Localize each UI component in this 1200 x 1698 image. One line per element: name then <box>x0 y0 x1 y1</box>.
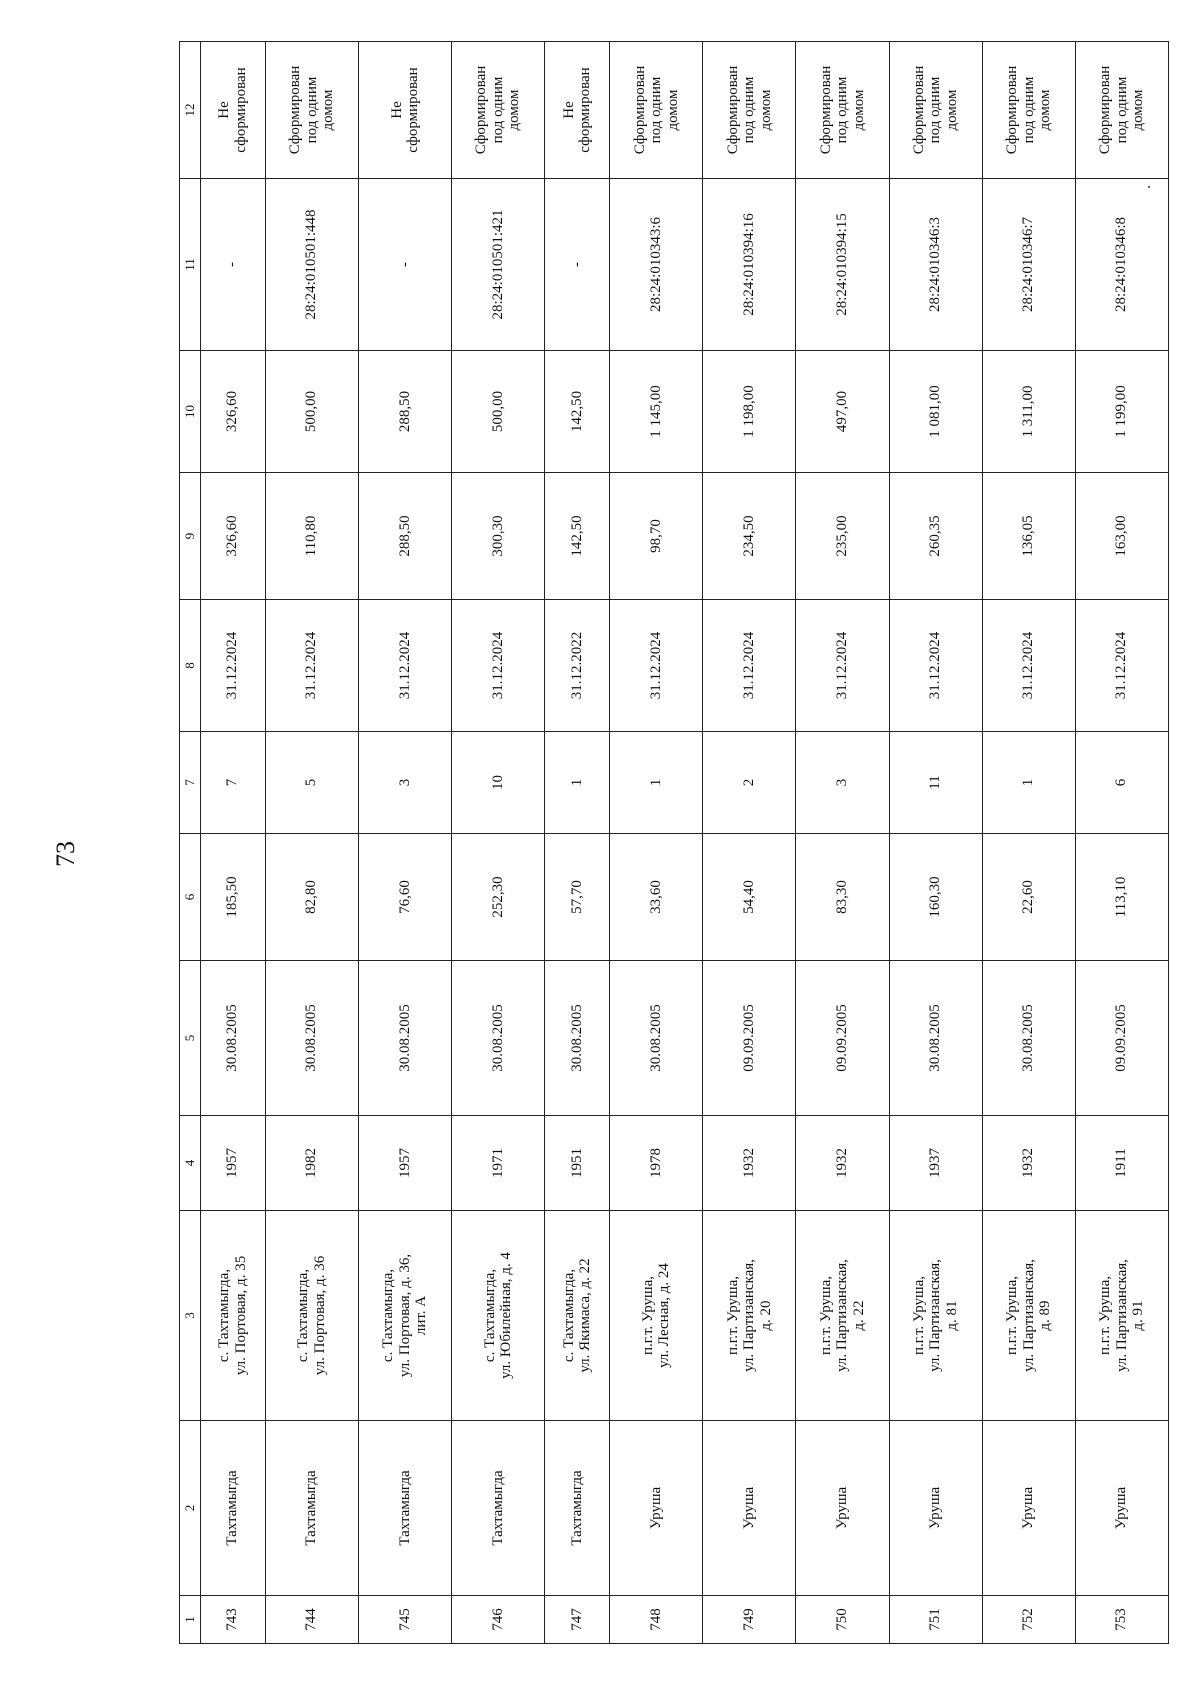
residents-count-cell: 11 <box>889 732 982 834</box>
settlement-cell: Уруша <box>982 1421 1075 1596</box>
cadastral-number-cell: 28:24:010346:8 <box>1075 179 1168 351</box>
land-status-cell-line: под одним <box>834 76 851 144</box>
date-cell: 30.08.2005 <box>610 961 703 1116</box>
column-header-7: 7 <box>180 732 201 834</box>
area-cell: 83,30 <box>796 834 889 961</box>
address-cell-line: д. 89 <box>1037 1300 1054 1331</box>
cadastral-number-cell: - <box>545 179 610 351</box>
cadastral-number-cell: 28:24:010346:3 <box>889 179 982 351</box>
address-cell-line: ул. Партизанская, <box>927 1259 944 1372</box>
settlement-cell: Уруша <box>1075 1421 1168 1596</box>
land-area-cell: 1 145,00 <box>610 351 703 473</box>
land-status-cell-line: домом <box>850 89 867 131</box>
address-cell-line: с. Тахтамыгда, <box>216 1268 233 1363</box>
land-status-cell-line: Сформирован <box>473 65 490 155</box>
cadastral-number-cell: 28:24:010394:16 <box>703 179 796 351</box>
table-row <box>610 42 703 1644</box>
area-cell: 22,60 <box>982 834 1075 961</box>
land-status-cell-line: сформирован <box>232 67 249 153</box>
address-cell <box>265 1211 358 1421</box>
land-status-cell-line: Сформирован <box>287 65 304 155</box>
deadline-cell: 31.12.2024 <box>610 600 703 732</box>
column-header-12: 12 <box>180 42 201 179</box>
address-cell <box>452 1211 545 1421</box>
land-status-cell-line: домом <box>1037 89 1054 131</box>
area-cell: 185,50 <box>201 834 266 961</box>
table-row <box>982 42 1075 1644</box>
address-cell-line: п.г.т. Уруша, <box>639 1276 656 1355</box>
address-cell <box>982 1211 1075 1421</box>
residents-count-cell: 6 <box>1075 732 1168 834</box>
cadastral-number-cell: 28:24:010501:421 <box>452 179 545 351</box>
table-row <box>889 42 982 1644</box>
address-cell <box>1075 1211 1168 1421</box>
register-table-wrapper <box>179 42 1169 1644</box>
land-status-cell <box>610 42 703 179</box>
date-cell: 30.08.2005 <box>982 961 1075 1116</box>
date-cell: 30.08.2005 <box>545 961 610 1116</box>
table-row <box>201 42 266 1644</box>
residents-count-cell: 5 <box>265 732 358 834</box>
year-cell: 1932 <box>703 1116 796 1211</box>
year-cell: 1932 <box>796 1116 889 1211</box>
land-status-cell-line: домом <box>757 89 774 131</box>
land-status-cell <box>452 42 545 179</box>
land-status-cell-line: сформирован <box>577 67 594 153</box>
row-number-cell: 743 <box>201 1596 266 1644</box>
address-cell-line: ул. Партизанская, <box>834 1259 851 1372</box>
column-header-3: 3 <box>180 1211 201 1421</box>
address-cell-line: ул. Портовая, д. 36 <box>311 1255 328 1376</box>
row-number-cell: 746 <box>452 1596 545 1644</box>
total-area-cell: 142,50 <box>545 473 610 600</box>
deadline-cell: 31.12.2024 <box>359 600 452 732</box>
land-status-cell <box>1075 42 1168 179</box>
land-status-cell-line: домом <box>1130 89 1147 131</box>
address-cell <box>201 1211 266 1421</box>
land-area-cell: 288,50 <box>359 351 452 473</box>
total-area-cell: 260,35 <box>889 473 982 600</box>
column-header-6: 6 <box>180 834 201 961</box>
land-status-cell-line: Сформирован <box>1004 65 1021 155</box>
land-status-cell-line: домом <box>943 89 960 131</box>
land-status-cell-line: сформирован <box>405 67 422 153</box>
deadline-cell: 31.12.2024 <box>1075 600 1168 732</box>
settlement-cell: Тахтамыгда <box>545 1421 610 1596</box>
column-header-4: 4 <box>180 1116 201 1211</box>
deadline-cell: 31.12.2024 <box>703 600 796 732</box>
year-cell: 1911 <box>1075 1116 1168 1211</box>
year-cell: 1932 <box>982 1116 1075 1211</box>
land-status-cell-line: домом <box>664 89 681 131</box>
total-area-cell: 163,00 <box>1075 473 1168 600</box>
land-status-cell-line: под одним <box>489 76 506 144</box>
area-cell: 113,10 <box>1075 834 1168 961</box>
land-area-cell: 1 311,00 <box>982 351 1075 473</box>
land-status-cell-line: Сформирован <box>1097 65 1114 155</box>
land-status-cell <box>201 42 266 179</box>
row-number-cell: 753 <box>1075 1596 1168 1644</box>
total-area-cell: 234,50 <box>703 473 796 600</box>
table-row <box>265 42 358 1644</box>
deadline-cell: 31.12.2022 <box>545 600 610 732</box>
area-cell: 33,60 <box>610 834 703 961</box>
address-cell <box>545 1211 610 1421</box>
row-number-cell: 748 <box>610 1596 703 1644</box>
total-area-cell: 136,05 <box>982 473 1075 600</box>
cadastral-number-cell: 28:24:010394:15 <box>796 179 889 351</box>
column-header-9: 9 <box>180 473 201 600</box>
total-area-cell: 326,60 <box>201 473 266 600</box>
deadline-cell: 31.12.2024 <box>201 600 266 732</box>
total-area-cell: 98,70 <box>610 473 703 600</box>
area-cell: 57,70 <box>545 834 610 961</box>
total-area-cell: 110,80 <box>265 473 358 600</box>
deadline-cell: 31.12.2024 <box>889 600 982 732</box>
date-cell: 30.08.2005 <box>201 961 266 1116</box>
column-header-1: 1 <box>180 1596 201 1644</box>
table-row <box>796 42 889 1644</box>
land-area-cell: 1 198,00 <box>703 351 796 473</box>
land-status-cell-line: Не <box>216 101 233 119</box>
area-cell: 54,40 <box>703 834 796 961</box>
land-status-cell-line: Сформирован <box>910 65 927 155</box>
area-cell: 76,60 <box>359 834 452 961</box>
row-number-cell: 751 <box>889 1596 982 1644</box>
year-cell: 1971 <box>452 1116 545 1211</box>
address-cell-line: п.г.т. Уруша, <box>1004 1276 1021 1355</box>
deadline-cell: 31.12.2024 <box>452 600 545 732</box>
address-cell-line: д. 91 <box>1130 1300 1147 1331</box>
total-area-cell: 235,00 <box>796 473 889 600</box>
column-header-8: 8 <box>180 600 201 732</box>
residents-count-cell: 3 <box>359 732 452 834</box>
settlement-cell: Уруша <box>796 1421 889 1596</box>
cadastral-number-cell: - <box>201 179 266 351</box>
row-number-cell: 749 <box>703 1596 796 1644</box>
land-status-cell <box>265 42 358 179</box>
date-cell: 09.09.2005 <box>703 961 796 1116</box>
row-number-cell: 744 <box>265 1596 358 1644</box>
land-status-cell <box>545 42 610 179</box>
land-status-cell <box>982 42 1075 179</box>
date-cell: 30.08.2005 <box>265 961 358 1116</box>
address-cell-line: с. Тахтамыгда, <box>481 1268 498 1363</box>
settlement-cell: Тахтамыгда <box>201 1421 266 1596</box>
land-status-cell <box>796 42 889 179</box>
settlement-cell: Уруша <box>610 1421 703 1596</box>
land-status-cell-line: домом <box>506 89 523 131</box>
deadline-cell: 31.12.2024 <box>796 600 889 732</box>
address-cell-line: с. Тахтамыгда, <box>380 1268 397 1363</box>
row-number-cell: 745 <box>359 1596 452 1644</box>
land-status-cell-line: Не <box>560 101 577 119</box>
page-number: 73 <box>51 841 80 867</box>
column-header-10: 10 <box>180 351 201 473</box>
date-cell: 30.08.2005 <box>889 961 982 1116</box>
area-cell: 160,30 <box>889 834 982 961</box>
address-cell-line: ул. Лесная, д. 24 <box>656 1263 673 1368</box>
cadastral-number-cell: 28:24:010501:448 <box>265 179 358 351</box>
date-cell: 09.09.2005 <box>796 961 889 1116</box>
date-cell: 30.08.2005 <box>359 961 452 1116</box>
address-cell-line: ул. Портовая, д. 35 <box>232 1255 249 1376</box>
date-cell: 30.08.2005 <box>452 961 545 1116</box>
address-cell-line: д. 20 <box>757 1300 774 1331</box>
address-cell-line: п.г.т. Уруша, <box>1097 1276 1114 1355</box>
residents-count-cell: 1 <box>610 732 703 834</box>
header-row <box>180 42 201 1644</box>
settlement-cell: Тахтамыгда <box>265 1421 358 1596</box>
settlement-cell: Уруша <box>703 1421 796 1596</box>
cadastral-number-cell: 28:24:010343:6 <box>610 179 703 351</box>
land-area-cell: 500,00 <box>452 351 545 473</box>
cadastral-number-cell: - <box>359 179 452 351</box>
row-number-cell: 747 <box>545 1596 610 1644</box>
residents-count-cell: 10 <box>452 732 545 834</box>
address-cell-line: ул. Партизанская, <box>741 1259 758 1372</box>
address-cell-line: п.г.т. Уруша, <box>724 1276 741 1355</box>
deadline-cell: 31.12.2024 <box>982 600 1075 732</box>
address-cell-line: ул. Портовая, д. 36, <box>396 1253 413 1378</box>
register-table-rotator <box>179 42 1169 1644</box>
land-area-cell: 326,60 <box>201 351 266 473</box>
table-row <box>1075 42 1168 1644</box>
land-status-cell-line: Не <box>388 101 405 119</box>
residents-count-cell: 3 <box>796 732 889 834</box>
table-row <box>703 42 796 1644</box>
address-cell-line: ул. Юбилейная, д. 4 <box>498 1252 515 1379</box>
total-area-cell: 300,30 <box>452 473 545 600</box>
land-status-cell-line: под одним <box>1113 76 1130 144</box>
land-status-cell-line: под одним <box>927 76 944 144</box>
column-header-5: 5 <box>180 961 201 1116</box>
deadline-cell: 31.12.2024 <box>265 600 358 732</box>
column-header-11: 11 <box>180 179 201 351</box>
address-cell-line: ул. Якимаса, д. 22 <box>577 1258 594 1373</box>
address-cell <box>359 1211 452 1421</box>
year-cell: 1937 <box>889 1116 982 1211</box>
address-cell-line: п.г.т. Уруша, <box>910 1276 927 1355</box>
address-cell <box>889 1211 982 1421</box>
table-body <box>201 42 1169 1644</box>
land-area-cell: 1 199,00 <box>1075 351 1168 473</box>
settlement-cell: Тахтамыгда <box>452 1421 545 1596</box>
land-area-cell: 142,50 <box>545 351 610 473</box>
year-cell: 1957 <box>201 1116 266 1211</box>
settlement-cell: Тахтамыгда <box>359 1421 452 1596</box>
land-status-cell-line: под одним <box>303 76 320 144</box>
row-number-cell: 752 <box>982 1596 1075 1644</box>
land-area-cell: 500,00 <box>265 351 358 473</box>
land-area-cell: 1 081,00 <box>889 351 982 473</box>
column-header-2: 2 <box>180 1421 201 1596</box>
land-status-cell-line: домом <box>320 89 337 131</box>
cadastral-number-cell: 28:24:010346:7 <box>982 179 1075 351</box>
land-status-cell-line: под одним <box>1020 76 1037 144</box>
land-status-cell-line: под одним <box>741 76 758 144</box>
address-cell-line: с. Тахтамыгда, <box>560 1268 577 1363</box>
row-number-cell: 750 <box>796 1596 889 1644</box>
settlement-cell: Уруша <box>889 1421 982 1596</box>
total-area-cell: 288,50 <box>359 473 452 600</box>
address-cell-line: лит. А <box>413 1295 430 1336</box>
table-row <box>545 42 610 1644</box>
address-cell-line: ул. Партизанская, <box>1113 1259 1130 1372</box>
address-cell-line: д. 22 <box>850 1300 867 1331</box>
housing-register-table <box>179 41 1169 1644</box>
residents-count-cell: 2 <box>703 732 796 834</box>
address-cell-line: с. Тахтамыгда, <box>295 1268 312 1363</box>
area-cell: 252,30 <box>452 834 545 961</box>
address-cell <box>796 1211 889 1421</box>
address-cell-line: д. 81 <box>943 1300 960 1331</box>
residents-count-cell: 1 <box>545 732 610 834</box>
address-cell-line: п.г.т. Уруша, <box>817 1276 834 1355</box>
year-cell: 1951 <box>545 1116 610 1211</box>
residents-count-cell: 7 <box>201 732 266 834</box>
year-cell: 1957 <box>359 1116 452 1211</box>
address-cell <box>610 1211 703 1421</box>
land-status-cell <box>703 42 796 179</box>
land-status-cell <box>889 42 982 179</box>
year-cell: 1982 <box>265 1116 358 1211</box>
table-row <box>359 42 452 1644</box>
year-cell: 1978 <box>610 1116 703 1211</box>
land-area-cell: 497,00 <box>796 351 889 473</box>
address-cell <box>703 1211 796 1421</box>
table-row <box>452 42 545 1644</box>
land-status-cell-line: Сформирован <box>631 65 648 155</box>
land-status-cell-line: Сформирован <box>817 65 834 155</box>
date-cell: 09.09.2005 <box>1075 961 1168 1116</box>
land-status-cell <box>359 42 452 179</box>
land-status-cell-line: под одним <box>648 76 665 144</box>
address-cell-line: ул. Партизанская, <box>1020 1259 1037 1372</box>
land-status-cell-line: Сформирован <box>724 65 741 155</box>
area-cell: 82,80 <box>265 834 358 961</box>
residents-count-cell: 1 <box>982 732 1075 834</box>
